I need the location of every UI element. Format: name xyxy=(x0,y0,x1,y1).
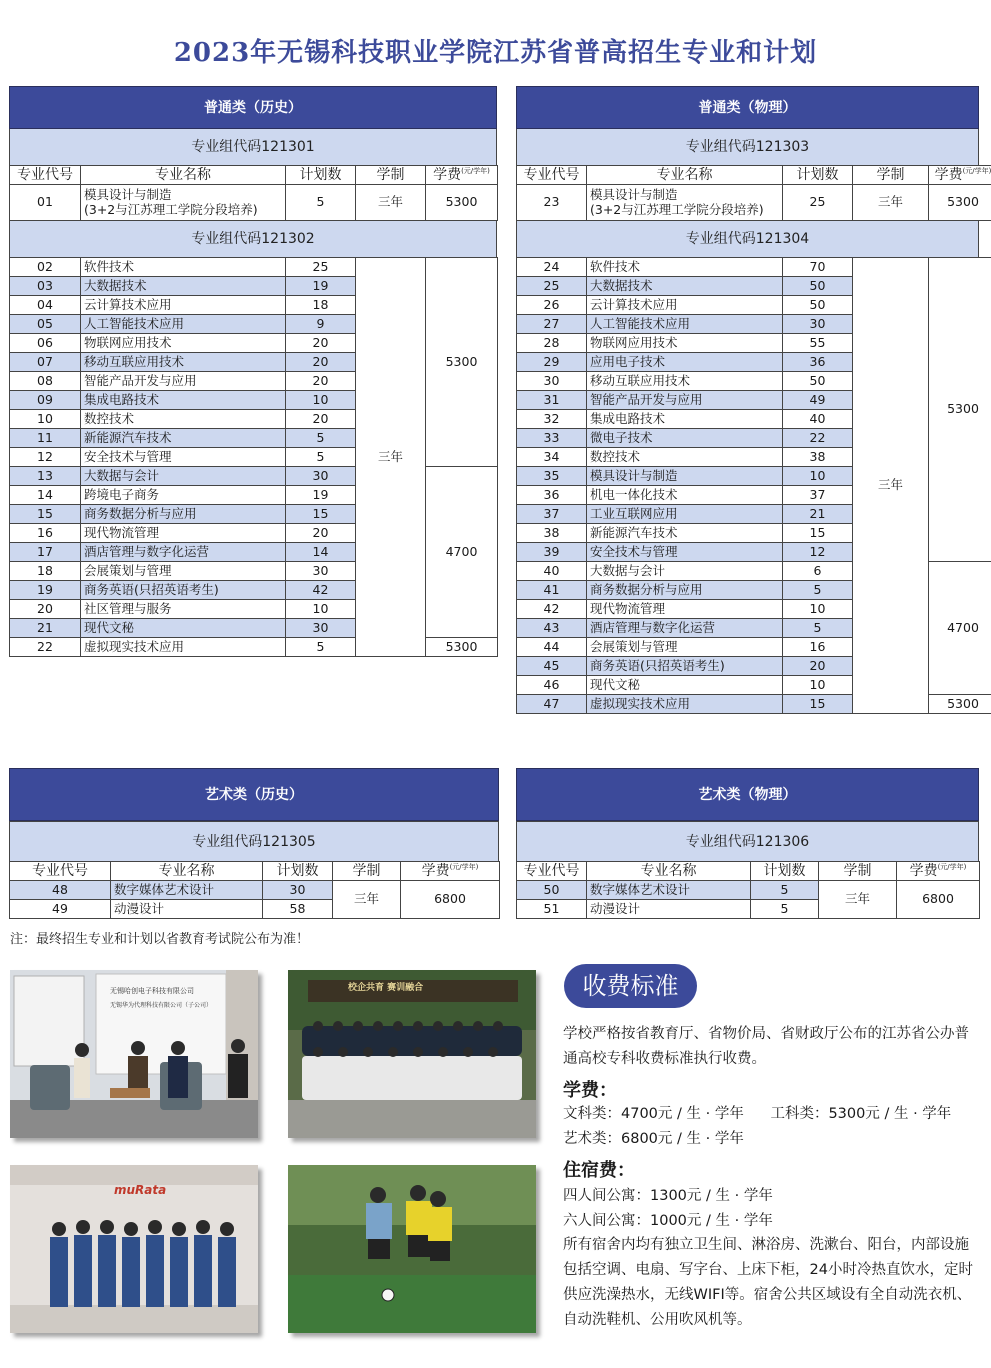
col-header-plan: 计划数 xyxy=(286,166,356,185)
block-general-physics xyxy=(516,86,991,714)
col-header-code: 专业代号 xyxy=(517,166,587,185)
cell-name: 会展策划与管理 xyxy=(81,562,286,581)
cell-code: 22 xyxy=(10,638,81,657)
cell-plan: 6 xyxy=(783,562,853,581)
photo-interview xyxy=(10,970,258,1138)
cell-code: 11 xyxy=(10,429,81,448)
col-header-duration: 学制 xyxy=(853,166,929,185)
col-header-code: 专业代号 xyxy=(517,862,587,881)
cell-duration: 三年 xyxy=(356,258,426,657)
cell-code: 05 xyxy=(10,315,81,334)
group-code-header: 专业组代码121304 xyxy=(516,221,979,257)
cell-code: 19 xyxy=(10,581,81,600)
cell-name: 现代物流管理 xyxy=(81,524,286,543)
plan-table-group1 xyxy=(516,165,991,221)
cell-code: 02 xyxy=(10,258,81,277)
cell-plan: 5 xyxy=(783,619,853,638)
col-header-plan: 计划数 xyxy=(263,862,333,881)
dorm-heading: 住宿费： xyxy=(563,1160,635,1181)
col-header-fee: 学费$^{(元/学年)}$ xyxy=(401,862,500,881)
page-title: 2023年无锡科技职业学院江苏省普高招生专业和计划 xyxy=(173,38,818,68)
cell-plan: 30 xyxy=(286,619,356,638)
cell-plan: 10 xyxy=(783,600,853,619)
cell-name: 大数据技术 xyxy=(587,277,783,296)
block-title: 艺术类（物理） xyxy=(516,768,979,821)
cell-code: 08 xyxy=(10,372,81,391)
cell-name: 人工智能技术应用 xyxy=(81,315,286,334)
cell-plan: 15 xyxy=(286,505,356,524)
fee-section-title: 收费标准 xyxy=(564,964,697,1008)
cell-duration: 三年 xyxy=(853,258,929,714)
cell-code: 23 xyxy=(517,185,587,221)
cell-plan: 10 xyxy=(286,391,356,410)
cell-plan: 14 xyxy=(286,543,356,562)
cell-name: 移动互联应用技术 xyxy=(81,353,286,372)
cell-name: 智能产品开发与应用 xyxy=(587,391,783,410)
cell-code: 21 xyxy=(10,619,81,638)
cell-plan: 20 xyxy=(783,657,853,676)
cell-code: 01 xyxy=(10,185,81,221)
cell-plan: 5 xyxy=(751,900,819,919)
cell-plan: 5 xyxy=(751,881,819,900)
cell-fee: 5300 xyxy=(426,185,498,221)
photo-group xyxy=(288,970,536,1138)
cell-code: 47 xyxy=(517,695,587,714)
cell-code: 18 xyxy=(10,562,81,581)
cell-name: 虚拟现实技术应用 xyxy=(587,695,783,714)
cell-plan: 10 xyxy=(783,676,853,695)
cell-fee: 5300 xyxy=(929,258,991,562)
table-row xyxy=(10,881,500,900)
plan-table-art xyxy=(9,861,500,919)
cell-name: 新能源汽车技术 xyxy=(81,429,286,448)
col-header-plan: 计划数 xyxy=(751,862,819,881)
col-header-name: 专业名称 xyxy=(587,862,751,881)
plan-table-group1 xyxy=(9,165,498,221)
cell-duration: 三年 xyxy=(853,185,929,221)
cell-plan: 37 xyxy=(783,486,853,505)
group-code-header: 专业组代码121303 xyxy=(516,129,979,165)
cell-plan: 5 xyxy=(286,185,356,221)
cell-plan: 19 xyxy=(286,277,356,296)
group-code-header: 专业组代码121301 xyxy=(9,129,497,165)
cell-code: 38 xyxy=(517,524,587,543)
cell-name: 新能源汽车技术 xyxy=(587,524,783,543)
cell-name: 数控技术 xyxy=(81,410,286,429)
cell-code: 10 xyxy=(10,410,81,429)
cell-plan: 25 xyxy=(783,185,853,221)
footnote: 注：最终招生专业和计划以省教育考试院公布为准！ xyxy=(10,932,310,947)
cell-name: 智能产品开发与应用 xyxy=(81,372,286,391)
photo-football xyxy=(288,1165,536,1333)
tuition-liberal: 文科类：4700元 / 生 · 学年 xyxy=(563,1106,744,1122)
cell-code: 32 xyxy=(517,410,587,429)
cell-name: 数字媒体艺术设计 xyxy=(587,881,751,900)
cell-name: 应用电子技术 xyxy=(587,353,783,372)
cell-name: 安全技术与管理 xyxy=(81,448,286,467)
cell-name: 社区管理与服务 xyxy=(81,600,286,619)
cell-code: 51 xyxy=(517,900,587,919)
cell-code: 15 xyxy=(10,505,81,524)
cell-name: 大数据技术 xyxy=(81,277,286,296)
cell-plan: 12 xyxy=(783,543,853,562)
cell-name: 现代文秘 xyxy=(587,676,783,695)
cell-name: 现代文秘 xyxy=(81,619,286,638)
plan-table-group2 xyxy=(9,257,498,657)
cell-name: 微电子技术 xyxy=(587,429,783,448)
cell-code: 26 xyxy=(517,296,587,315)
cell-code: 03 xyxy=(10,277,81,296)
cell-fee: 5300 xyxy=(426,258,498,467)
cell-duration: 三年 xyxy=(819,881,897,919)
col-header-name: 专业名称 xyxy=(587,166,783,185)
cell-plan: 10 xyxy=(783,467,853,486)
cell-name: 现代物流管理 xyxy=(587,600,783,619)
cell-code: 16 xyxy=(10,524,81,543)
col-header-duration: 学制 xyxy=(333,862,401,881)
cell-code: 46 xyxy=(517,676,587,695)
block-art-history xyxy=(9,768,499,919)
plan-table-art xyxy=(516,861,980,919)
cell-plan: 5 xyxy=(286,638,356,657)
cell-code: 48 xyxy=(10,881,111,900)
cell-name: 工业互联网应用 xyxy=(587,505,783,524)
fee-intro: 学校严格按省教育厅、省物价局、省财政厅公布的江苏省公办普通高校专科收费标准执行收费。 xyxy=(563,1026,969,1067)
col-header-duration: 学制 xyxy=(356,166,426,185)
cell-name: 大数据与会计 xyxy=(587,562,783,581)
cell-code: 24 xyxy=(517,258,587,277)
cell-code: 20 xyxy=(10,600,81,619)
cell-code: 49 xyxy=(10,900,111,919)
cell-code: 33 xyxy=(517,429,587,448)
cell-fee: 5300 xyxy=(426,638,498,657)
cell-duration: 三年 xyxy=(356,185,426,221)
group-code-header: 专业组代码121305 xyxy=(9,821,499,861)
cell-name: 数控技术 xyxy=(587,448,783,467)
cell-fee: 5300 xyxy=(929,695,991,714)
cell-name: 商务数据分析与应用 xyxy=(81,505,286,524)
photo-caption-1: 无锡哈创电子科技有限公司 xyxy=(110,987,194,995)
cell-code: 36 xyxy=(517,486,587,505)
table-row xyxy=(10,258,498,277)
tuition-heading: 学费： xyxy=(563,1080,617,1101)
cell-name: 商务数据分析与应用 xyxy=(587,581,783,600)
cell-name: 云计算技术应用 xyxy=(81,296,286,315)
cell-name: 软件技术 xyxy=(587,258,783,277)
col-header-fee: 学费$^{(元/学年)}$ xyxy=(426,166,498,185)
cell-name: 动漫设计 xyxy=(111,900,263,919)
cell-plan: 20 xyxy=(286,334,356,353)
cell-code: 41 xyxy=(517,581,587,600)
cell-name: 机电一体化技术 xyxy=(587,486,783,505)
cell-code: 25 xyxy=(517,277,587,296)
cell-plan: 50 xyxy=(783,296,853,315)
cell-plan: 30 xyxy=(783,315,853,334)
cell-code: 13 xyxy=(10,467,81,486)
dorm-six-person: 六人间公寓：1000元 / 生 · 学年 xyxy=(563,1213,773,1229)
cell-code: 39 xyxy=(517,543,587,562)
cell-code: 40 xyxy=(517,562,587,581)
cell-code: 37 xyxy=(517,505,587,524)
cell-name: 会展策划与管理 xyxy=(587,638,783,657)
group-code-header: 专业组代码121306 xyxy=(516,821,979,861)
cell-plan: 15 xyxy=(783,695,853,714)
cell-plan: 38 xyxy=(783,448,853,467)
block-title: 普通类（历史） xyxy=(9,86,497,129)
cell-code: 04 xyxy=(10,296,81,315)
football-scene xyxy=(288,1165,536,1333)
cell-plan: 30 xyxy=(263,881,333,900)
group-scene xyxy=(288,970,536,1138)
tuition-engineering: 工科类：5300元 / 生 · 学年 xyxy=(770,1106,952,1122)
block-art-physics xyxy=(516,768,979,919)
col-header-code: 专业代号 xyxy=(10,166,81,185)
table-row xyxy=(517,881,980,900)
plan-table-group2 xyxy=(516,257,991,714)
cell-name: 商务英语(只招英语考生) xyxy=(81,581,286,600)
cell-code: 29 xyxy=(517,353,587,372)
cell-code: 28 xyxy=(517,334,587,353)
cell-name: 动漫设计 xyxy=(587,900,751,919)
cell-plan: 5 xyxy=(286,429,356,448)
cell-plan: 9 xyxy=(286,315,356,334)
cell-name: 虚拟现实技术应用 xyxy=(81,638,286,657)
cell-plan: 58 xyxy=(263,900,333,919)
cell-code: 14 xyxy=(10,486,81,505)
cell-plan: 5 xyxy=(783,581,853,600)
cell-plan: 70 xyxy=(783,258,853,277)
cell-code: 07 xyxy=(10,353,81,372)
cell-code: 12 xyxy=(10,448,81,467)
cell-plan: 42 xyxy=(286,581,356,600)
photo-caption-2: 无锡华为代理科技有限公司（子公司） xyxy=(110,1002,213,1009)
cell-code: 31 xyxy=(517,391,587,410)
block-general-history xyxy=(9,86,497,657)
cell-code: 43 xyxy=(517,619,587,638)
cell-code: 42 xyxy=(517,600,587,619)
cell-name: 安全技术与管理 xyxy=(587,543,783,562)
cell-fee: 6800 xyxy=(897,881,980,919)
cell-plan: 55 xyxy=(783,334,853,353)
cell-name: 数字媒体艺术设计 xyxy=(111,881,263,900)
cell-plan: 15 xyxy=(783,524,853,543)
cell-plan: 20 xyxy=(286,353,356,372)
cell-plan: 25 xyxy=(286,258,356,277)
cell-plan: 30 xyxy=(286,562,356,581)
cell-fee: 6800 xyxy=(401,881,500,919)
cell-name: 模具设计与制造 (3+2与江苏理工学院分段培养) xyxy=(587,185,783,221)
col-header-name: 专业名称 xyxy=(111,862,263,881)
group-code-header: 专业组代码121302 xyxy=(9,221,497,257)
cell-code: 09 xyxy=(10,391,81,410)
cell-code: 17 xyxy=(10,543,81,562)
cell-name: 商务英语(只招英语考生) xyxy=(587,657,783,676)
col-header-duration: 学制 xyxy=(819,862,897,881)
block-title: 艺术类（历史） xyxy=(9,768,499,821)
brand-logo: muRata xyxy=(114,1183,167,1197)
block-title: 普通类（物理） xyxy=(516,86,979,129)
cell-name: 软件技术 xyxy=(81,258,286,277)
cell-name: 集成电路技术 xyxy=(81,391,286,410)
cell-plan: 22 xyxy=(783,429,853,448)
tuition-art: 艺术类：6800元 / 生 · 学年 xyxy=(563,1131,744,1147)
cell-plan: 16 xyxy=(783,638,853,657)
cell-name: 模具设计与制造 xyxy=(587,467,783,486)
cell-name: 物联网应用技术 xyxy=(587,334,783,353)
cell-fee: 4700 xyxy=(929,562,991,695)
cell-plan: 50 xyxy=(783,277,853,296)
col-header-fee: 学费$^{(元/学年)}$ xyxy=(929,166,991,185)
cell-plan: 18 xyxy=(286,296,356,315)
cell-code: 30 xyxy=(517,372,587,391)
cell-code: 27 xyxy=(517,315,587,334)
cell-plan: 49 xyxy=(783,391,853,410)
table-row xyxy=(517,258,991,277)
cell-code: 34 xyxy=(517,448,587,467)
photo-banner-text: 校企共育 赛训融合 xyxy=(348,983,424,993)
cell-name: 物联网应用技术 xyxy=(81,334,286,353)
cell-name: 人工智能技术应用 xyxy=(587,315,783,334)
cell-plan: 20 xyxy=(286,372,356,391)
cell-code: 44 xyxy=(517,638,587,657)
cell-code: 06 xyxy=(10,334,81,353)
col-header-name: 专业名称 xyxy=(81,166,286,185)
cell-plan: 21 xyxy=(783,505,853,524)
tuition-line-1 xyxy=(563,1102,983,1127)
cell-plan: 20 xyxy=(286,410,356,429)
col-header-plan: 计划数 xyxy=(783,166,853,185)
col-header-fee: 学费$^{(元/学年)}$ xyxy=(897,862,980,881)
dorm-four-person: 四人间公寓：1300元 / 生 · 学年 xyxy=(563,1188,773,1204)
cell-name: 酒店管理与数字化运营 xyxy=(587,619,783,638)
cell-fee: 4700 xyxy=(426,467,498,638)
cell-plan: 40 xyxy=(783,410,853,429)
cell-duration: 三年 xyxy=(333,881,401,919)
col-header-code: 专业代号 xyxy=(10,862,111,881)
photo-students-uniform xyxy=(10,1165,258,1333)
cell-plan: 5 xyxy=(286,448,356,467)
cell-name: 模具设计与制造 (3+2与江苏理工学院分段培养) xyxy=(81,185,286,221)
cell-code: 45 xyxy=(517,657,587,676)
cell-plan: 36 xyxy=(783,353,853,372)
cell-code: 35 xyxy=(517,467,587,486)
cell-plan: 20 xyxy=(286,524,356,543)
cell-code: 50 xyxy=(517,881,587,900)
cell-name: 跨境电子商务 xyxy=(81,486,286,505)
cell-name: 酒店管理与数字化运营 xyxy=(81,543,286,562)
cell-plan: 30 xyxy=(286,467,356,486)
dorm-description: 所有宿舍内均有独立卫生间、淋浴房、洗漱台、阳台，内部设施包括空调、电扇、写字台、上床下柜，24小时冷热直饮水，定时供应洗澡热水，无线WIFI等。宿舍公共区域设有全自动洗衣机、自动洗鞋机、公用吹风机等。 xyxy=(563,1237,973,1328)
cell-name: 云计算技术应用 xyxy=(587,296,783,315)
cell-name: 集成电路技术 xyxy=(587,410,783,429)
cell-name: 移动互联应用技术 xyxy=(587,372,783,391)
cell-plan: 19 xyxy=(286,486,356,505)
cell-fee: 5300 xyxy=(929,185,991,221)
cell-name: 大数据与会计 xyxy=(81,467,286,486)
cell-plan: 50 xyxy=(783,372,853,391)
cell-plan: 10 xyxy=(286,600,356,619)
